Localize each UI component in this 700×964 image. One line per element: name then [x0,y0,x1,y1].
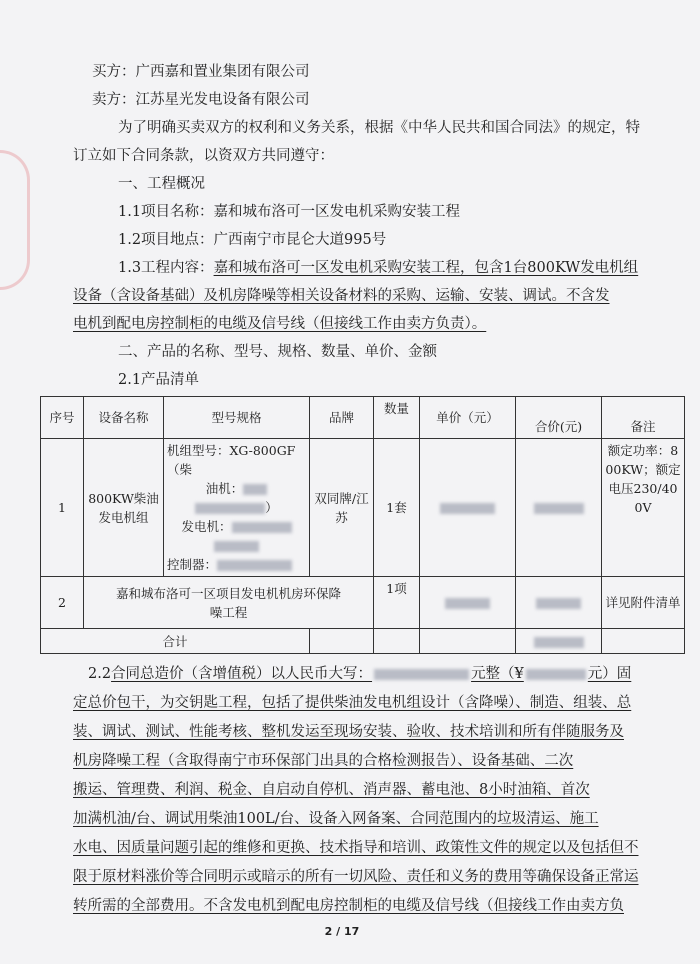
model-line: 机组型号：XG-800GF（柴 [167,443,296,477]
redacted-value [440,503,495,514]
clause-text: 机房降噪工程（含取得南宁市环保部门出具的合格检测报告）、设备基础、二次 [73,753,574,769]
engine-line [167,479,306,498]
empty-cell [602,629,685,654]
clause-text: 装、调试、测试、性能考核、整机发运至现场安装、验收、技术培训和所有伴随服务及 [73,724,624,740]
quantity: 1套 [374,439,420,577]
engine-model-line [167,498,306,517]
section2-title: 二、产品的名称、型号、规格、数量、单价、金额 [118,344,437,360]
buyer-label: 买方： [92,64,136,80]
empty-cell [310,629,374,654]
seller-line [0,90,684,110]
product-list-title: 2.1产品清单 [118,372,200,388]
table-total-row [41,629,685,654]
header-cell: 单价（元） [420,397,516,439]
seller-name: 江苏星光发电设备有限公司 [135,92,310,108]
equipment-name: 800KW柴油发电机组 [84,439,164,577]
table-header-row [41,397,685,439]
buyer-line [0,62,684,82]
equipment-name: 嘉和城布洛可一区项目发电机机房环保降噪工程 [84,577,374,629]
row-number: 1 [41,439,84,577]
total-label: 合计 [41,629,310,654]
header-cell: 设备名称 [84,397,164,439]
clause-text: 水电、因质量问题引起的维修和更换、技术指导和培训、政策性文件的规定以及包括但不 [73,840,639,856]
redacted-value [536,598,581,609]
redacted-value [534,503,584,514]
engine-label: 油机： [205,481,244,496]
redacted-value [214,541,259,552]
clause-number: 2.2 [88,666,112,682]
clause-text: 搬运、管理费、利润、税金、自启动自停机、消声器、蓄电池、8小时油箱、首次 [73,782,590,798]
scope-line [0,258,684,278]
note: 额定功率：800KW；额定电压230/400V [602,439,685,577]
paren: ） [265,500,278,515]
header-cell: 型号规格 [164,397,310,439]
clause-text: 元整（¥ [471,666,524,682]
page-number: 2 / 17 [324,925,360,938]
controller-line [167,555,306,574]
project-location: 1.2项目地点：广西南宁市昆仑大道995号 [118,232,387,248]
model-spec [164,439,310,577]
document-body [0,62,700,938]
scope-label: 1.3工程内容： [118,260,214,276]
redacted-value [232,522,292,533]
generator-model-line [167,536,306,555]
unit-price [420,439,516,577]
redacted-value [445,598,490,609]
row-number: 2 [41,577,84,629]
redacted-amount-number [526,669,586,680]
brand: 双同牌/江苏 [310,439,374,577]
redacted-value [217,560,292,571]
generator-label: 发电机： [181,519,232,534]
intro-line: 订立如下合同条款，以资双方共同遵守： [73,148,334,164]
redacted-value [243,484,267,495]
clause-text: 定总价包干，为交钥匙工程，包括了提供柴油发电机组设计（含降噪）、制造、组装、总 [73,695,632,711]
total-price [516,577,602,629]
clause-text: 转所需的全部费用。不含发电机到配电房控制柜的电缆及信号线（但接线工作由卖方负 [73,898,624,914]
unit-price [420,577,516,629]
scope-text: 设备（含设备基础）及机房降噪等相关设备材料的采购、运输、安装、调试。不含发 [73,288,610,304]
redacted-value [534,637,584,648]
header-cell: 备注 [602,397,685,439]
scope-text: 电机到配电房控制柜的电缆及信号线（但接线工作由卖方负责）。 [73,316,487,332]
redacted-amount-words [374,669,469,680]
note: 详见附件清单 [602,577,685,629]
product-table [40,396,685,654]
section1-title: 一、工程概况 [118,176,205,192]
seller-label: 卖方： [92,92,136,108]
clause-text: 加满机油/台、调试用柴油100L/台、设备入网备案、合同范围内的垃圾清运、施工 [73,811,599,827]
table-row [41,439,685,577]
buyer-name: 广西嘉和置业集团有限公司 [135,64,310,80]
clause-2-2-first-line [0,664,684,684]
header-cell: 数量 [374,397,420,439]
intro-line: 为了明确买卖双方的权利和义务关系，根据《中华人民共和国合同法》的规定，特 [118,120,640,136]
header-cell: 合价(元) [516,397,602,439]
controller-label: 控制器： [167,557,218,572]
empty-cell [374,629,420,654]
total-price [516,439,602,577]
scope-text: 嘉和城布洛可一区发电机采购安装工程，包含1台800KW发电机组 [213,260,639,276]
clause-text: 合同总造价（含增值税）以人民币大写： [111,666,373,682]
quantity: 1项 [374,577,420,629]
header-cell: 序号 [41,397,84,439]
header-cell: 品牌 [310,397,374,439]
generator-line [167,517,306,536]
table-row [41,577,685,629]
redacted-value [195,503,265,514]
empty-cell [420,629,516,654]
clause-text: 元）固 [587,666,632,682]
clause-text: 限于原材料涨价等合同明示或暗示的所有一切风险、责任和义务的费用等确保设备正常运 [73,869,639,885]
project-name: 1.1项目名称：嘉和城布洛可一区发电机采购安装工程 [118,204,461,220]
grand-total [516,629,602,654]
